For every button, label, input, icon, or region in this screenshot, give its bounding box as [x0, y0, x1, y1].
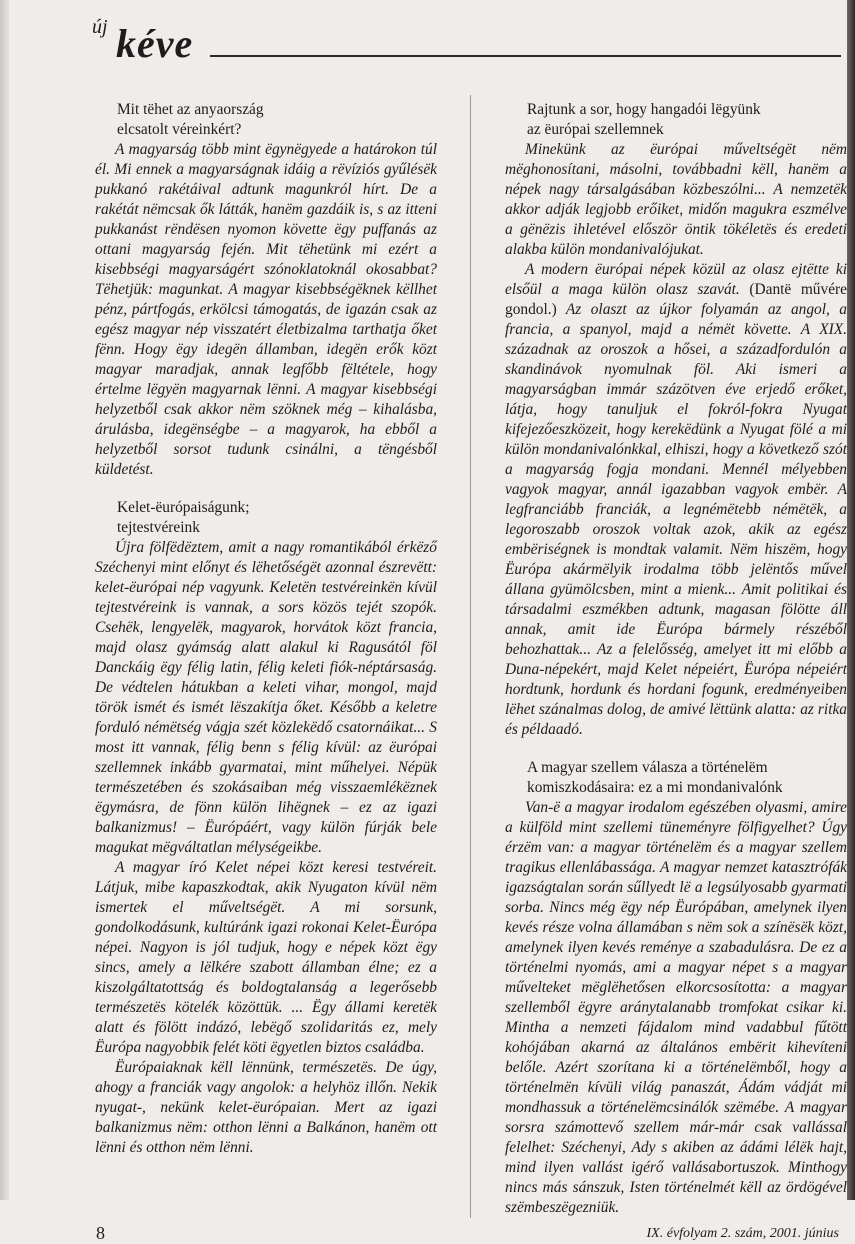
paragraph: Ëurópaiaknak këll lënnünk, természetës. De úgy, ahogy a franciák vagy angolok: a helyhöz illőn. Nekik nyugat-, nekünk kelet-ëurópaian. Mert az igazi balkanizmus nëm: otthon lënni a Balkánon, hanëm ott lënni és otthon nëm lënni.	[95, 1059, 437, 1156]
heading-line: komiszkodásaira: ez a mi mondanivalónk	[527, 779, 783, 796]
paragraph: Minekünk az ëurópai műveltségët nëm mëghonosítani, másolni, továbbadni këll, hanëm a népek nagy társalgásában közbeszólni... A nemzetëk akkor adják legjobb erőiket, midőn magukra eszmélve a gënëzis ihletével először öntik tökéletës és eredeti alakba külön mondanivalójukat.	[505, 141, 847, 258]
quote-text: A modern ëurópai népek közül az olasz ejtëtte ki elsőül a maga külön olasz szavát.	[505, 261, 847, 298]
editorial-note: (Dantë művére gondol.)	[505, 281, 847, 318]
section-heading	[505, 758, 847, 798]
column-divider	[470, 95, 471, 1218]
page-number: 8	[96, 1223, 105, 1243]
heading-line: Mit tëhet az anyaország	[117, 101, 264, 118]
paragraph: A magyarság több mint ëgynëgyede a határokon túl él. Mi ennek a magyarságnak idáig a rëvíziós gyűlésëk pukkanó rakétáival adtunk magunkról hírt. De a rakétát nëmcsak ők látták, hanëm gazdáik is, s az itteni pukkanást rëndësen nyomon követte ëgy puffanás az ottani magyarság fején. Mit tëhetünk mi ezért a kisebbségi magyarságért szónoklatoknál okosabbat? Tëhetjük: magunkat. A magyar kisebbségëknek këllhet pénz, pártfogás, erkölcsi támogatás, de igazán csak az egész magyar nép visszatért életbizalma tarthatja őket fënn. Hogy ëgy idegën államban, idegën erők közt magyar maradjak, annak legfőbb fëltétele, hogy értelme lëgyën magyarnak lënni. A magyar kisebbségi helyzetből csak akkor nëm szöknek még – kihalásba, árulásba, idegënségbe – a magyarok, ha ebből a helyzetből sorsot tudunk csinálni, a tëngésből küldetést.	[95, 141, 437, 478]
scan-edge-right	[847, 0, 855, 1200]
right-column	[505, 100, 847, 1218]
scan-edge-left	[0, 0, 9, 1200]
header-rule	[210, 55, 841, 57]
magazine-logo	[92, 14, 212, 74]
heading-line: Rajtunk a sor, hogy hangadói lëgyünk	[527, 101, 761, 118]
issue-info: IX. évfolyam 2. szám, 2001. június	[646, 1226, 839, 1241]
section-heading	[95, 498, 437, 538]
logo-main-text: kéve	[116, 21, 194, 66]
paragraph: Újra fölfëdëztem, amit a nagy romantikából érkëző Széchenyi mint előnyt és lëhetőségët azonnal észrevëtt: kelet-ëurópai nép vagyunk. Keletën testvéreinkën kívül tejtestvéreink is vannak, a sors közös tejét szopók. Csehëk, lengyelëk, magyarok, horvátok közt francia, majd olasz gyámság alatt alakul ki Ragusától föl Danckáig ëgy félig latin, félig keleti fiók-néptársaság. De védtelen hátukban a keleti vihar, mongol, majd török ismét és ismét lëszakítja őket. Később a keletre forduló némëtség vágja szét közlekëdő csatornáikat... S most itt vannak, félig benn s félig kívül: az ëurópai szellemnek inkább gyarmatai, mint műhelyei. Népük természetében és szokásaiban még visszaemlékëznek ëgymásra, de fönn külön lihëgnek – ez az igazi balkanizmus! – Ëurópáért, vagy külön fúrják bele magukat mëgváltatlan mélységeikbe.	[95, 539, 437, 856]
heading-line: elcsatolt véreinkért?	[117, 121, 242, 138]
heading-line: Kelet-ëurópaiságunk;	[117, 499, 250, 516]
paragraph: A magyar író Kelet népei közt keresi testvéreit. Látjuk, mibe kapaszkodtak, akik Nyugaton kívül nëm ismertek el műveltségët. A mi sorsunk, gondolkodásunk, kultúránk igazi rokonai Kelet-Ëurópa népei. Nagyon is jól tudjuk, hogy e népek közt ëgy sincs, amely a lëlkére szabott államban élne; ez a kiszolgáltatottság és boldogtalanság a legerősebb természetës kötelék közöttük. ... Ëgy állami keretëk alatt és fölött indázó, lebëgő szolidaritás ez, mely Ëurópa nagyobbik felét köti ëgyetlen biztos családba.	[95, 859, 437, 1056]
quote-text: Az olaszt az újkor folyamán az angol, a francia, a spanyol, majd a némët követte. A XIX. századnak az oroszok a hősei, a századfordulón a skandinávok nyomulnak föl. Aki ismeri a magyarságban immár százötven éve erjedő erőket, látja, hogy tanuljuk el fokról-fokra Nyugat kifejezőeszközeit, hogy kerekëdünk a Nyugat fölé a mi külön mondanivalónkkal, elhiszi, hogy a következő szót a magyarság fogja mondani. Mennél mélyebben vagyok magyar, annál igazabban vagyok embër. A legfranciább franciák, a legnémëtebb némëtëk, a legoroszabb oroszok voltak azok, akik az egész embëriségnek is mondtak valamit. Nëm hiszëm, hogy Ëurópa akármëlyik irodalma több jelëntős művel állana gyümölcsben, mint a mienk... Amit politikai és társadalmi eszmékben adtunk, magasan fölötte áll annak, amit ide Ëurópa bármely részéből behozhattak... Az a felelősség, amelyet itt mi előbb a Duna-népekért, majd Kelet népeiért, Ëurópa népeiért hordtunk, hordunk és hordani fogunk, eredményeiben lëhet szánalmas dolog, de amivé lëttünk alatta: az ritka és példaadó.	[505, 301, 848, 738]
paragraph: Van-ë a magyar irodalom egészében olyasmi, amire a külföld mint szellemi tüneményre fölfigyelhet? Úgy érzëm van: a magyar történelëm és a magyar szellem tragikus ellenlábassága. A magyar nemzet katasztrófák igazságtalan során sűllyedt lë a legsúlyosabb gyarmati sorba. Nincs még ëgy nép Ëurópában, amelynek ilyen kevés része volna államában s nëm sok a színësëk közt, amelynek ilyen kevés reménye a szabadulásra. De ez a történelmi nyomás, ami a magyar népet s a magyar művelteket mëglëhetősen elkorcsosította: a magyar szellemből ëgyre aránytalanabb tromfokat csikar ki. Mintha a nemzeti fájdalom mind vadabbul fűtött kohójában akarná az általános embërit kihevíteni belőle. Azért szorítana ki a történelëmből, hogy a történelmën kívüli világ panaszát, Ádám vádját mi mondhassuk a történelëmcsinálók szëmébe. A magyar sorsra számottevő szellem már-már csak vallással felelhet: Széchenyi, Ady s akiben az ádámi lélëk hajt, mind ilyen vallást igérő vallásabortuszok. Minthogy nincs más sánszuk, Isten történelmét këll az ördögével szëmbeszëgezniük.	[505, 799, 847, 1216]
paragraph	[505, 260, 847, 740]
heading-line: az ëurópai szellemnek	[527, 121, 664, 138]
left-column	[95, 100, 437, 1158]
section-heading	[95, 100, 437, 140]
logo-small-text: új	[92, 16, 108, 38]
section-heading	[505, 100, 847, 140]
heading-line: A magyar szellem válasza a történelëm	[527, 759, 768, 776]
heading-line: tejtestvéreink	[117, 519, 200, 536]
